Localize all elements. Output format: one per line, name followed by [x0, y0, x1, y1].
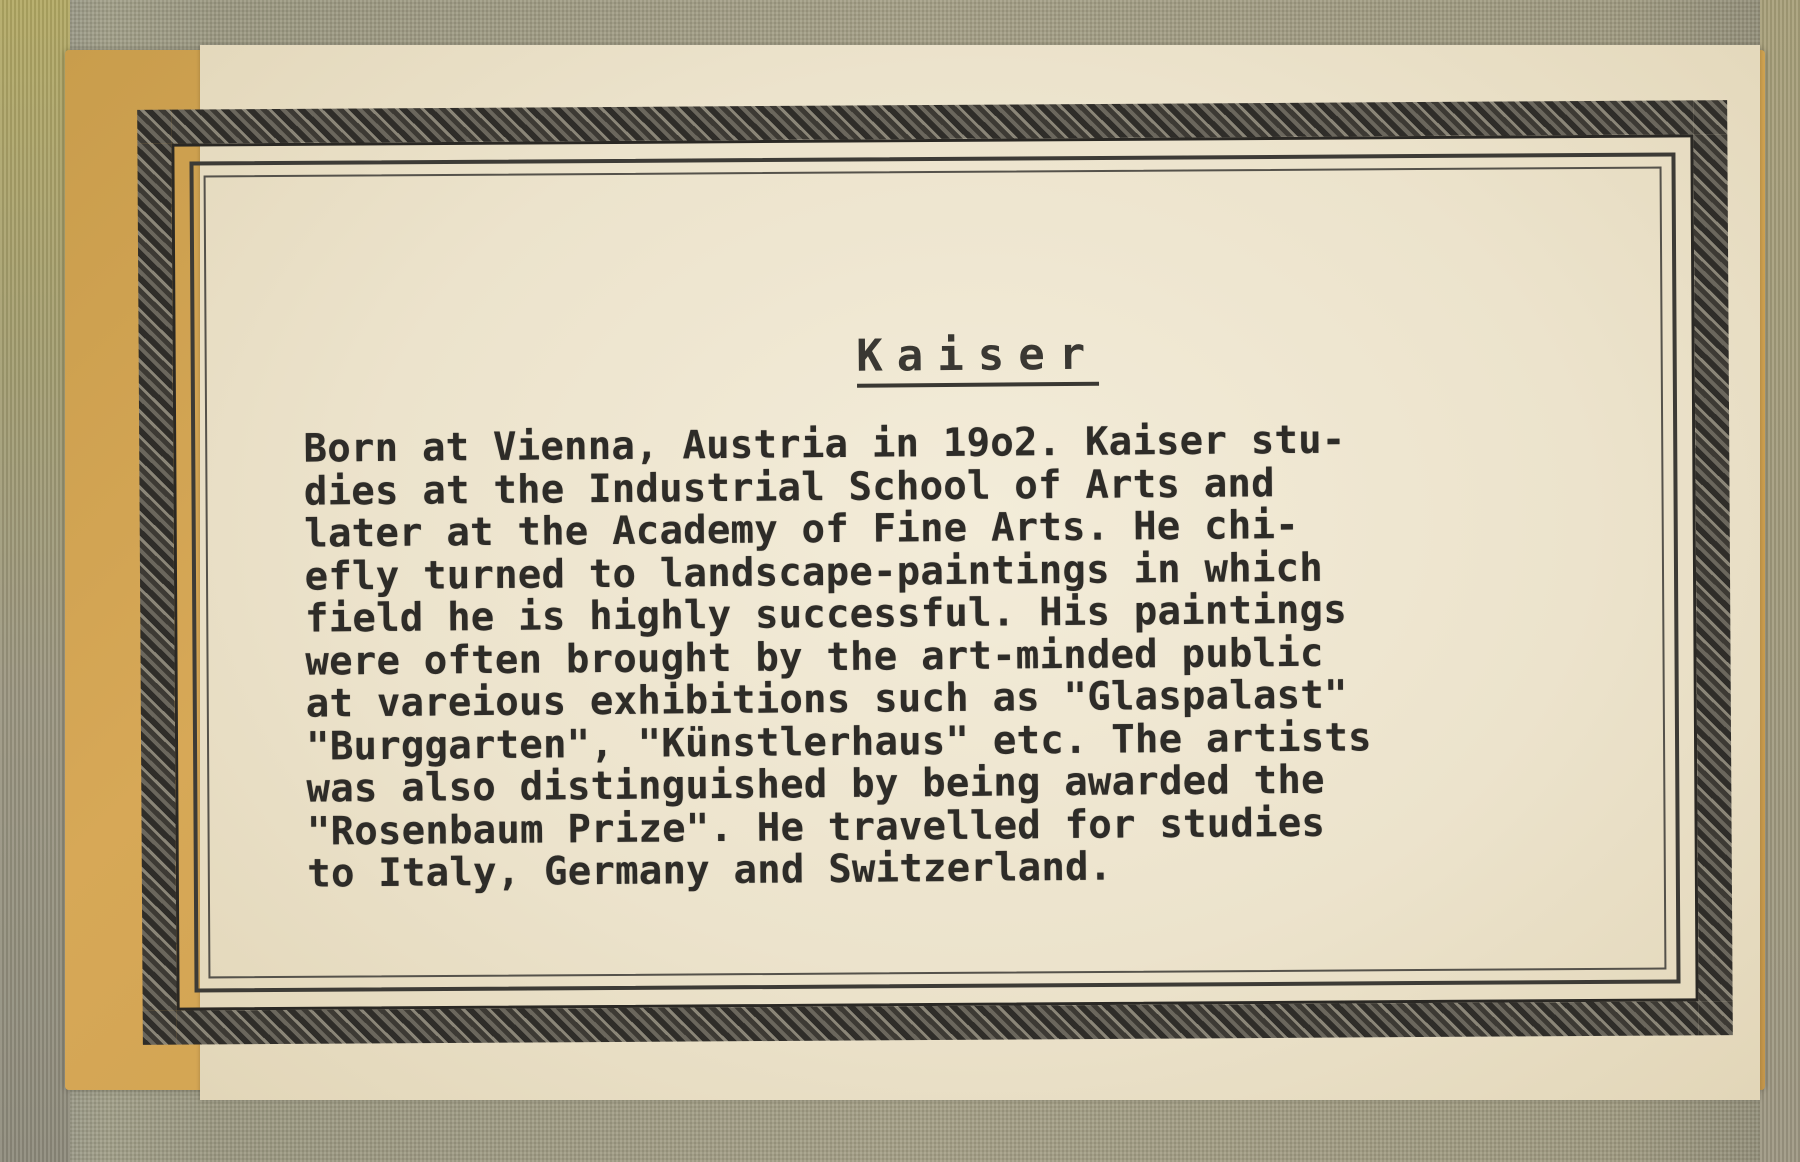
- bio-line: were often brought by the art-minded public: [305, 630, 1324, 685]
- artist-name: Kaiser: [856, 329, 1099, 388]
- label-text-block: [303, 324, 1598, 896]
- burlap-backing-right: [1760, 0, 1800, 1162]
- burlap-backing-left: [0, 0, 70, 1162]
- bio-line: field he is highly successful. His paintings: [304, 587, 1348, 642]
- bio-line: later at the Academy of Fine Arts. He chi-: [304, 502, 1300, 557]
- bio-line: to Italy, Germany and Switzerland.: [307, 844, 1113, 897]
- artist-title: [363, 324, 1593, 386]
- bio-line: "Rosenbaum Prize". He travelled for studies: [306, 800, 1326, 855]
- bio-line: at vareious exhibitions such as "Glaspalast": [305, 672, 1348, 727]
- bio-line: efly turned to landscape-paintings in which: [304, 545, 1324, 600]
- bio-line: dies at the Industrial School of Arts and: [303, 460, 1275, 515]
- biography-text: [303, 417, 1597, 896]
- bio-line: "Burggarten", "Künstlerhaus" etc. The artists: [305, 714, 1372, 770]
- bio-line: Born at Vienna, Austria in 19o2. Kaiser stu-: [303, 417, 1346, 472]
- bio-line: was also distinguished by being awarded the: [306, 757, 1325, 812]
